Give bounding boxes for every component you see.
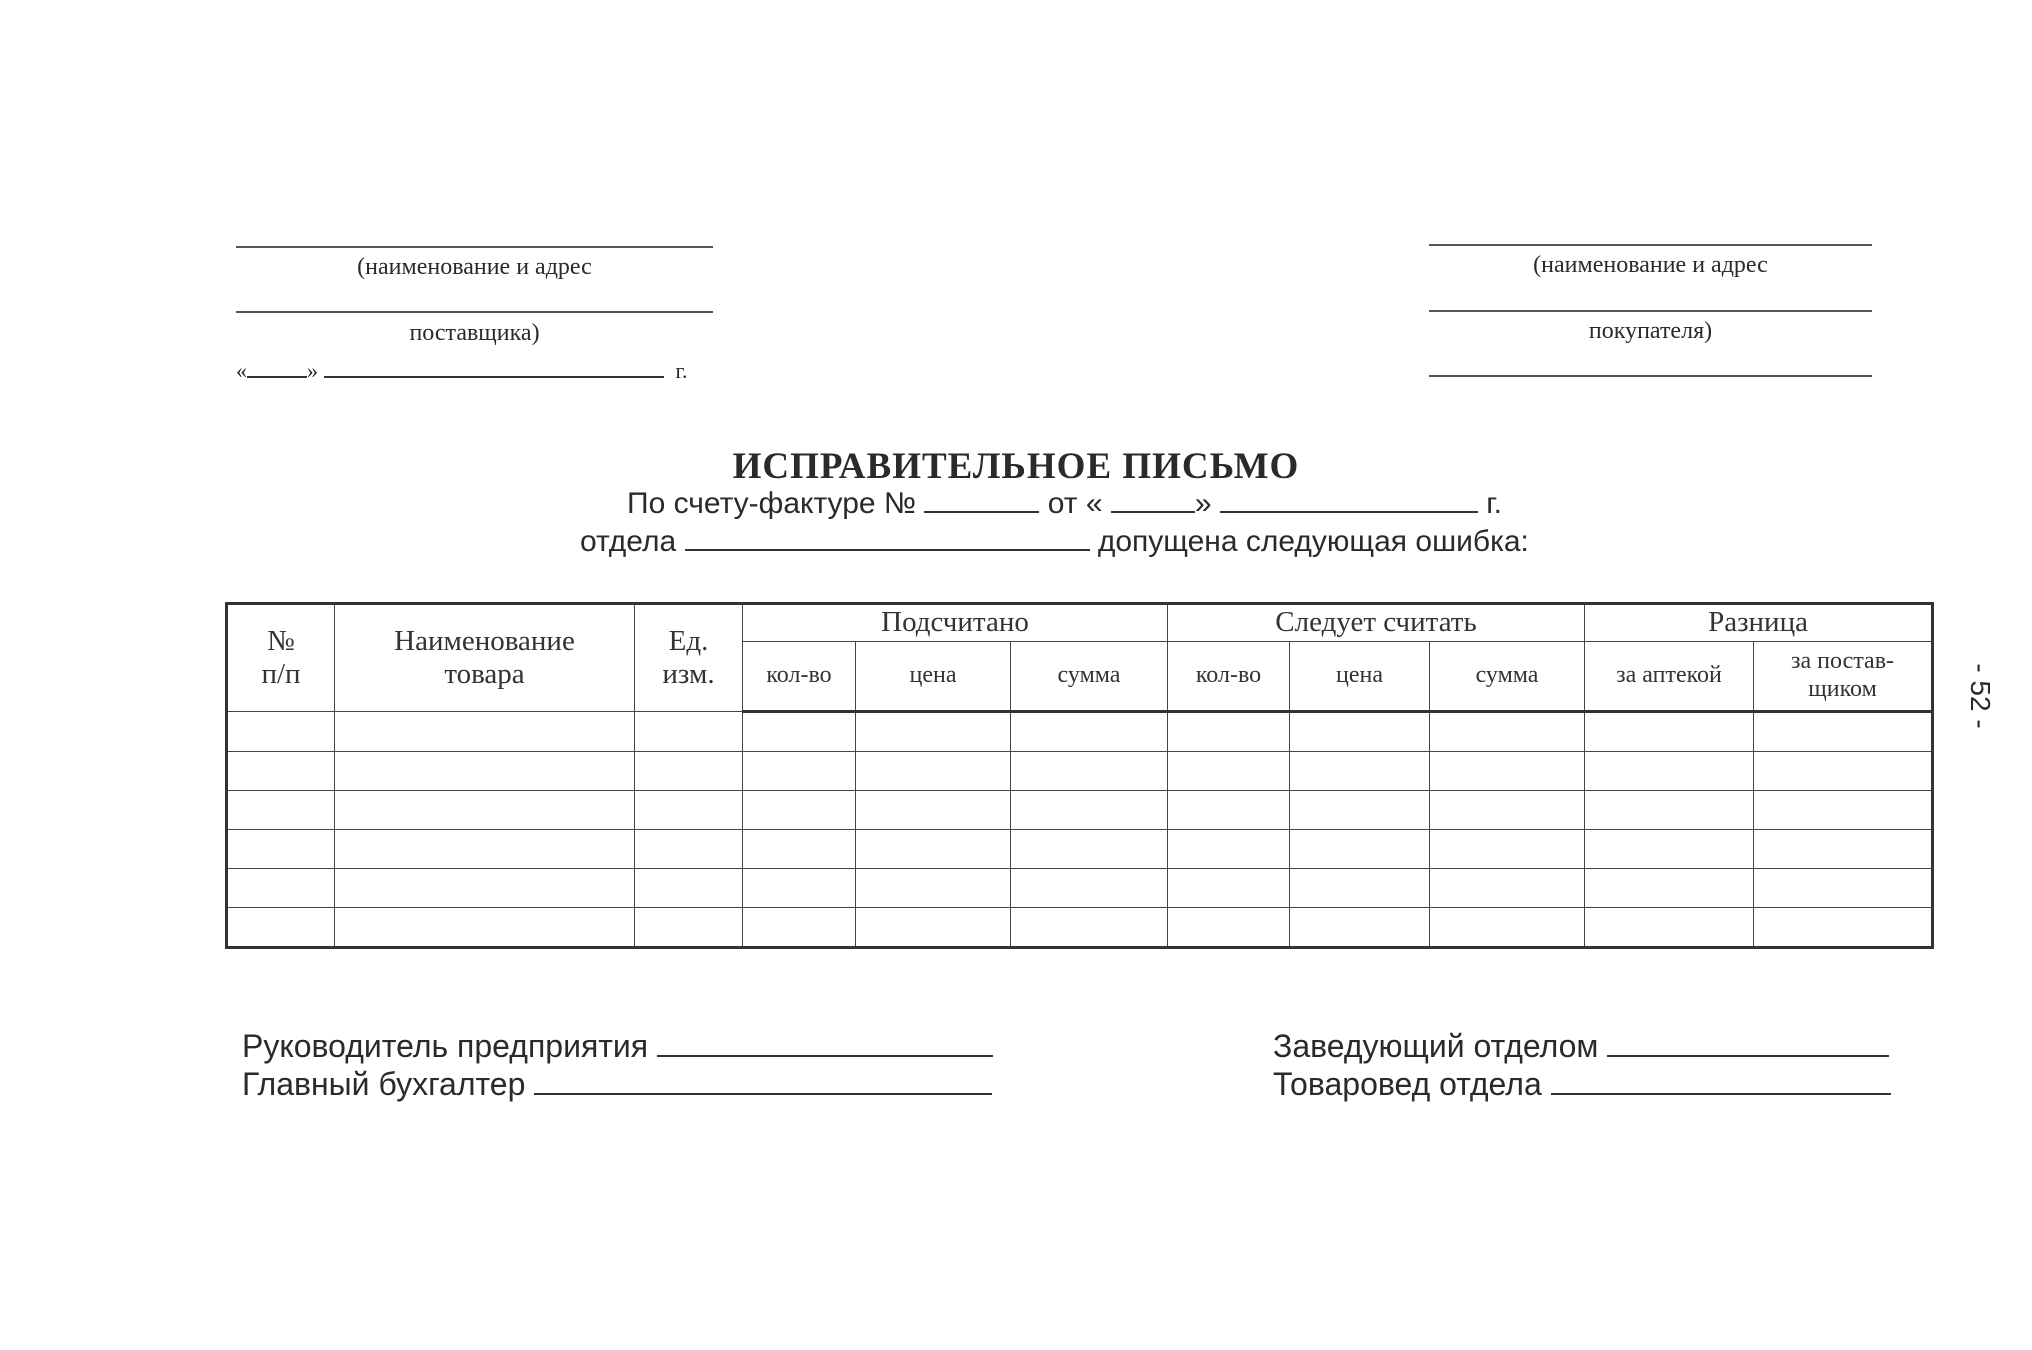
buyer-caption-1: (наименование и адрес: [1533, 252, 1768, 278]
table-cell[interactable]: [1290, 869, 1430, 908]
table-cell[interactable]: [227, 908, 335, 948]
supplier-day-blank[interactable]: [247, 354, 307, 378]
table-cell[interactable]: [743, 869, 856, 908]
table-cell[interactable]: [1168, 791, 1290, 830]
table-cell[interactable]: [1430, 791, 1585, 830]
table-cell[interactable]: [1290, 830, 1430, 869]
table-cell[interactable]: [1011, 869, 1168, 908]
table-cell[interactable]: [1011, 752, 1168, 791]
table-cell[interactable]: [1430, 908, 1585, 948]
table-cell[interactable]: [335, 752, 635, 791]
table-cell[interactable]: [1754, 752, 1933, 791]
table-cell[interactable]: [856, 712, 1011, 752]
group-diff-header: Разница: [1585, 604, 1933, 642]
director-signature-line[interactable]: [657, 1031, 993, 1057]
table-cell[interactable]: [335, 712, 635, 752]
document-title: ИСПРАВИТЕЛЬНОЕ ПИСЬМО: [732, 446, 1300, 487]
buyer-name-line-2[interactable]: [1429, 310, 1872, 312]
table-cell[interactable]: [1430, 830, 1585, 869]
invoice-quote-close: »: [1194, 487, 1212, 520]
table-cell[interactable]: [1168, 752, 1290, 791]
col-name-header: [335, 604, 635, 712]
director-label: Руководитель предприятия: [242, 1028, 649, 1064]
buyer-name-line-3[interactable]: [1429, 375, 1872, 377]
counted-qty-header: кол-во: [743, 642, 856, 712]
table-cell[interactable]: [1168, 908, 1290, 948]
col-name-line-2: товара: [444, 658, 525, 690]
invoice-number-blank[interactable]: [924, 489, 1039, 513]
invoice-prefix: По счету-фактуре №: [627, 487, 917, 520]
table-row: [227, 830, 1933, 869]
buyer-name-line-1[interactable]: [1429, 244, 1872, 246]
merchandiser-label: Товаровед отдела: [1273, 1066, 1542, 1102]
table-cell[interactable]: [743, 712, 856, 752]
col-unit-header: [635, 604, 743, 712]
table-cell[interactable]: [1290, 908, 1430, 948]
diff-supplier-header: [1754, 642, 1933, 712]
table-cell[interactable]: [1430, 752, 1585, 791]
table-cell[interactable]: [856, 869, 1011, 908]
table-cell[interactable]: [743, 752, 856, 791]
supplier-year-label: г.: [675, 358, 688, 383]
should-sum-header: сумма: [1430, 642, 1585, 712]
buyer-caption-2: покупателя): [1588, 318, 1713, 344]
table-cell[interactable]: [856, 791, 1011, 830]
table-cell[interactable]: [227, 869, 335, 908]
table-cell[interactable]: [743, 791, 856, 830]
should-price-header: цена: [1290, 642, 1430, 712]
department-blank[interactable]: [685, 527, 1090, 551]
table-cell[interactable]: [227, 712, 335, 752]
invoice-day-blank[interactable]: [1111, 489, 1195, 513]
group-should-header: Следует считать: [1168, 604, 1585, 642]
table-cell[interactable]: [1168, 830, 1290, 869]
col-unit-line-1: Ед.: [668, 624, 709, 657]
table-cell[interactable]: [1585, 712, 1754, 752]
table-cell[interactable]: [856, 752, 1011, 791]
table-cell[interactable]: [227, 791, 335, 830]
chief-accountant-label: Главный бухгалтер: [242, 1066, 526, 1102]
table-cell[interactable]: [1168, 712, 1290, 752]
table-cell[interactable]: [1011, 712, 1168, 752]
table-cell[interactable]: [1430, 869, 1585, 908]
table-cell[interactable]: [1754, 830, 1933, 869]
supplier-month-blank[interactable]: [324, 354, 664, 378]
table-cell[interactable]: [743, 830, 856, 869]
col-name-line-1: Наименование: [394, 624, 575, 657]
invoice-from-label: от «: [1047, 487, 1103, 520]
table-cell[interactable]: [227, 830, 335, 869]
table-cell[interactable]: [635, 791, 743, 830]
table-cell[interactable]: [635, 752, 743, 791]
table-cell[interactable]: [635, 908, 743, 948]
table-row: [227, 752, 1933, 791]
group-counted-header: Подсчитано: [743, 604, 1168, 642]
table-cell[interactable]: [1754, 908, 1933, 948]
table-cell[interactable]: [1011, 791, 1168, 830]
table-cell[interactable]: [1011, 908, 1168, 948]
department-prefix: отдела: [580, 525, 677, 558]
diff-pharmacy-header: за аптекой: [1585, 642, 1754, 712]
table-cell[interactable]: [1011, 830, 1168, 869]
table-row: [227, 908, 1933, 948]
table-cell[interactable]: [1585, 908, 1754, 948]
table-cell[interactable]: [1585, 869, 1754, 908]
signature-merchandiser: [1273, 1066, 1891, 1103]
quote-open: «: [236, 358, 247, 383]
col-number-line-1: №: [267, 624, 295, 657]
table-cell[interactable]: [1754, 791, 1933, 830]
quote-close: »: [307, 358, 318, 383]
supplier-caption-2: поставщика): [409, 320, 540, 346]
table-cell[interactable]: [335, 908, 635, 948]
table-cell[interactable]: [335, 869, 635, 908]
table-cell[interactable]: [1290, 712, 1430, 752]
table-cell[interactable]: [227, 752, 335, 791]
diff-supplier-line-1: за постав-: [1791, 648, 1895, 675]
counted-sum-header: сумма: [1011, 642, 1168, 712]
supplier-date-line: [236, 354, 688, 384]
signature-dept-head: [1273, 1028, 1889, 1065]
signature-chief-accountant: [242, 1066, 992, 1103]
invoice-year-label: г.: [1486, 487, 1502, 520]
counted-price-header: цена: [856, 642, 1011, 712]
should-qty-header: кол-во: [1168, 642, 1290, 712]
table-cell[interactable]: [1430, 712, 1585, 752]
supplier-name-line-2[interactable]: [236, 311, 713, 313]
table-cell[interactable]: [1290, 752, 1430, 791]
signature-director: [242, 1028, 993, 1065]
chief-accountant-signature-line[interactable]: [534, 1069, 992, 1095]
table-row: [227, 712, 1933, 752]
page-number: - 52 -: [1965, 663, 1996, 729]
table-cell[interactable]: [743, 908, 856, 948]
table-cell[interactable]: [1754, 869, 1933, 908]
table-row: [227, 791, 1933, 830]
invoice-line: [627, 487, 1502, 521]
merchandiser-signature-line[interactable]: [1551, 1069, 1891, 1095]
table-cell[interactable]: [1290, 791, 1430, 830]
diff-supplier-line-2: щиком: [1808, 676, 1877, 702]
table-cell[interactable]: [335, 830, 635, 869]
table-cell[interactable]: [1585, 791, 1754, 830]
table-cell[interactable]: [856, 830, 1011, 869]
supplier-name-line-1[interactable]: [236, 246, 713, 248]
table-cell[interactable]: [856, 908, 1011, 948]
correction-table: [225, 602, 1934, 949]
table-cell[interactable]: [1585, 830, 1754, 869]
table-row: [227, 869, 1933, 908]
dept-head-signature-line[interactable]: [1607, 1031, 1889, 1057]
col-number-header: [227, 604, 335, 712]
table-cell[interactable]: [1754, 712, 1933, 752]
col-number-line-2: п/п: [261, 658, 301, 690]
col-unit-line-2: изм.: [662, 658, 715, 690]
table-cell[interactable]: [635, 869, 743, 908]
table-cell[interactable]: [1168, 869, 1290, 908]
department-line: [580, 525, 1529, 559]
department-suffix: допущена следующая ошибка:: [1097, 525, 1529, 558]
table-cell[interactable]: [635, 712, 743, 752]
table-cell[interactable]: [635, 830, 743, 869]
invoice-month-blank[interactable]: [1220, 489, 1478, 513]
supplier-caption-1: (наименование и адрес: [357, 254, 592, 280]
table-cell[interactable]: [335, 791, 635, 830]
table-cell[interactable]: [1585, 752, 1754, 791]
dept-head-label: Заведующий отделом: [1273, 1028, 1599, 1064]
table-body: [227, 712, 1933, 948]
